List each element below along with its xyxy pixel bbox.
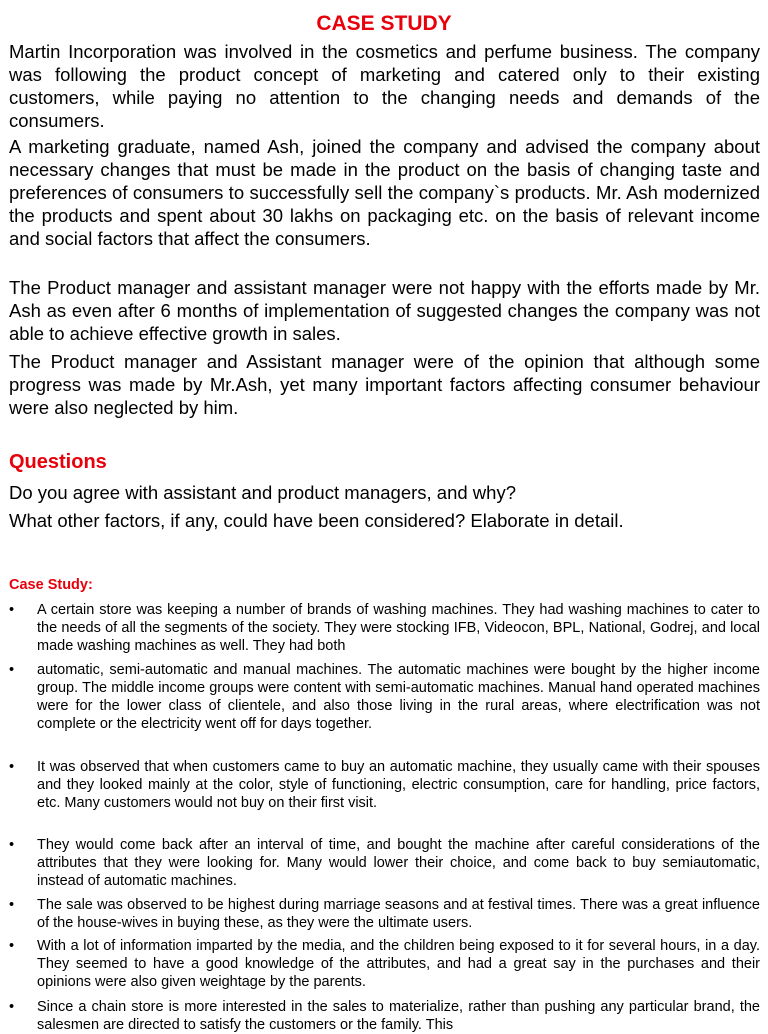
bullet-text: A certain store was keeping a number of brands of washing machines. They had washing machines to cater to the needs of all the segments of the society. They were stocking IFB, Videocon, BPL, National, Godrej, and local made washing machines as well. They had both xyxy=(37,602,760,654)
paragraph-2: A marketing graduate, named Ash, joined the company and advised the company about necessary changes that must be made in the product on the basis of changing taste and preferences of consumers to successfully sell the company`s products. Mr. Ash modernized the products and spent about 30 lakhs on packaging etc. on the basis of relevant income and social factors that affect the consumers. xyxy=(9,136,760,249)
paragraph-3: The Product manager and assistant manager were not happy with the efforts made by Mr. Ash as even after 6 months of implementation of suggested changes the company was not able to achieve effective growth in sales. xyxy=(9,277,760,344)
questions-heading: Questions xyxy=(9,451,107,473)
paragraph-1: Martin Incorporation was involved in the cosmetics and perfume business. The company was following the product concept of marketing and catered only to their existing customers, while paying no attention to the changing needs and demands of the consumers. xyxy=(9,41,760,131)
bullet-icon: • xyxy=(9,662,15,678)
bullet-icon: • xyxy=(9,759,15,775)
bullet-text: They would come back after an interval of time, and bought the machine after careful considerations of the attributes that they were looking for. Many would lower their choice, and come back to buy semiautomatic, instead of automatic machines. xyxy=(37,837,760,889)
bullet-icon: • xyxy=(9,602,15,618)
bullet-icon: • xyxy=(9,897,15,913)
bullet-text: It was observed that when customers came to buy an automatic machine, they usually came with their spouses and they looked mainly at the color, style of functioning, electric consumption, care for handling, price factors, etc. Many customers would not buy on their first visit. xyxy=(37,759,760,811)
bullet-text: With a lot of information imparted by the media, and the children being exposed to it for several hours, in a day. They seemed to have a good knowledge of the attributes, and had a great say in the purchases and their opinions were also given weightage by the parents. xyxy=(37,938,760,990)
bullet-item xyxy=(9,601,760,655)
bullet-icon: • xyxy=(9,837,15,853)
page-title: CASE STUDY xyxy=(316,12,452,35)
paragraph-4: The Product manager and Assistant manager were of the opinion that although some progress was made by Mr.Ash, yet many important factors affecting consumer behaviour were also neglected by him. xyxy=(9,351,760,418)
bullet-text: Since a chain store is more interested in the sales to materialize, rather than pushing any particular brand, the salesmen are directed to satisfy the customers or the family. This xyxy=(37,999,760,1033)
bullet-item xyxy=(9,998,760,1034)
bullet-item xyxy=(9,836,760,890)
bullet-item xyxy=(9,758,760,812)
question-2: What other factors, if any, could have been considered? Elaborate in detail. xyxy=(9,510,624,531)
case-study-heading: Case Study: xyxy=(9,577,93,593)
bullet-item xyxy=(9,937,760,991)
bullet-icon: • xyxy=(9,999,15,1015)
bullet-text: automatic, semi-automatic and manual machines. The automatic machines were bought by the higher income group. The middle income groups were content with semi-automatic machines. Manual hand operated machines were for the lower class of clientele, and also those living in the rural areas, where electrification was not complete or the electricity went off for days together. xyxy=(37,662,760,732)
bullet-text: The sale was observed to be highest during marriage seasons and at festival times. There was a great influence of the house-wives in buying these, as they were the ultimate users. xyxy=(37,897,760,931)
bullet-icon: • xyxy=(9,938,15,954)
bullet-item xyxy=(9,661,760,733)
question-1: Do you agree with assistant and product managers, and why? xyxy=(9,482,516,503)
bullet-item xyxy=(9,896,760,932)
